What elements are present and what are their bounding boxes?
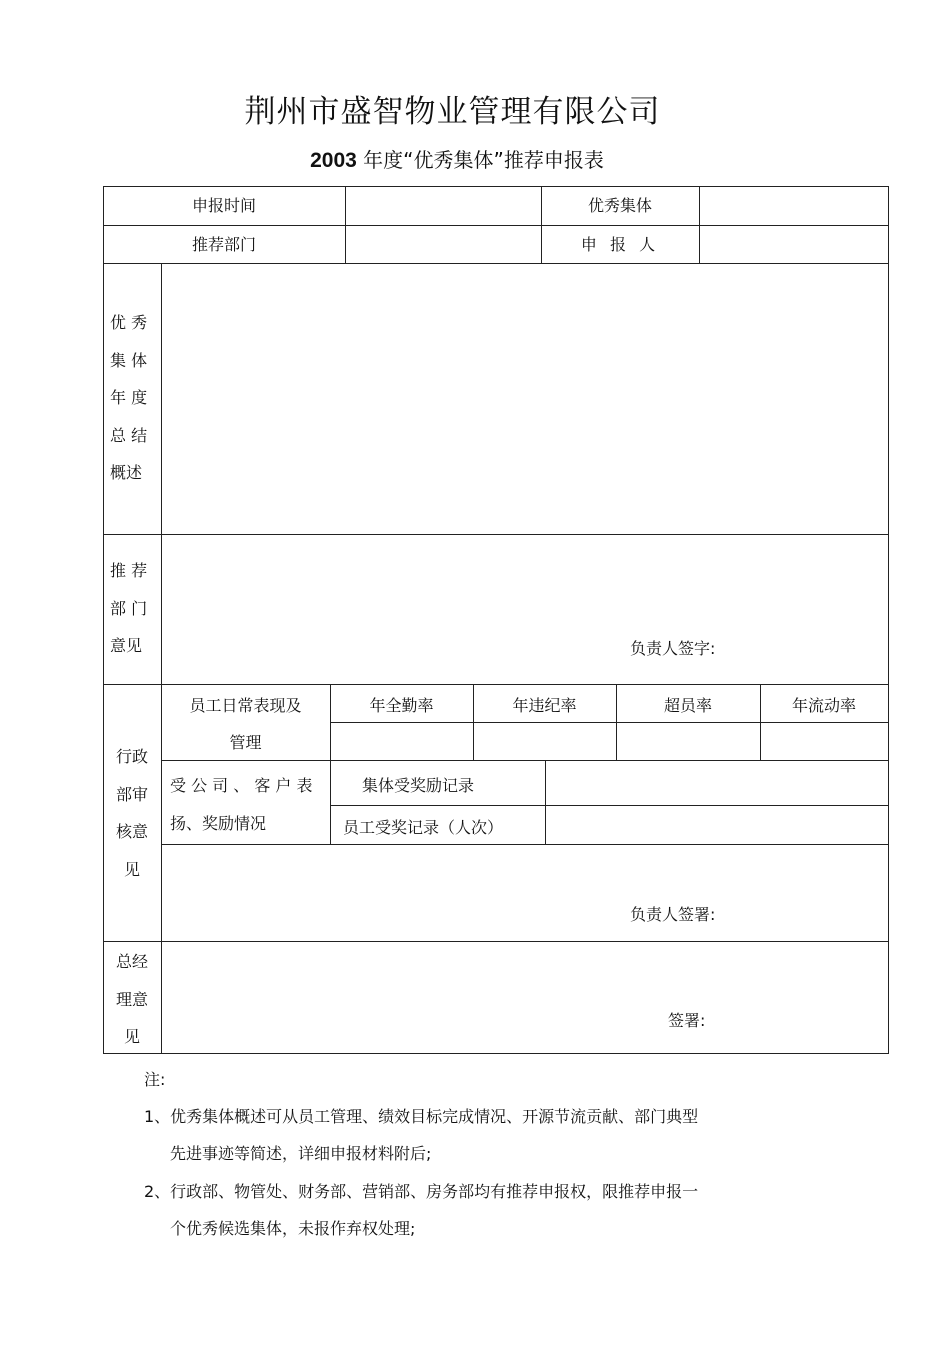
summary-label-line: 优 秀 xyxy=(110,313,148,332)
summary-label xyxy=(110,304,147,492)
dept-opinion-label-line: 推 荐 xyxy=(110,561,148,580)
gm-label-line: 见 xyxy=(123,1027,140,1046)
dept-opinion-label-line: 意见 xyxy=(110,636,143,655)
notes-heading: 注: xyxy=(144,1070,166,1089)
form-title xyxy=(0,144,914,173)
applicant-label: 申 报 人 xyxy=(580,235,660,254)
gm-label-line: 总经 xyxy=(115,952,148,971)
form-title-text: 年度“优秀集体”推荐申报表 xyxy=(363,148,604,172)
staff-award-record-label: 员工受奖记录（人次） xyxy=(343,818,504,837)
daily-performance-label: 员工日常表现及 xyxy=(189,696,302,715)
admin-label-line: 部审 xyxy=(115,784,148,804)
admin-review-label xyxy=(103,738,161,888)
table-line xyxy=(103,186,104,1054)
group-award-record-label: 集体受奖励记录 xyxy=(362,776,475,795)
summary-label-line: 年 度 xyxy=(110,388,148,407)
violation-rate-header: 年违纪率 xyxy=(512,696,577,715)
turnover-rate-header: 年流动率 xyxy=(791,696,856,715)
company-title: 荆州市盛智物业管理有限公司 xyxy=(244,94,661,130)
dept-opinion-field[interactable] xyxy=(162,535,888,684)
summary-label-line: 概述 xyxy=(110,463,143,482)
turnover-rate-field[interactable] xyxy=(761,723,888,760)
overstaff-rate-field[interactable] xyxy=(617,723,759,760)
praise-label: 受 公 司 、 客 户 表 xyxy=(170,776,313,795)
table-line xyxy=(888,186,889,1054)
admin-signature-label: 负责人签署: xyxy=(630,905,716,924)
staff-award-record-field[interactable] xyxy=(546,806,888,844)
admin-opinion-field[interactable] xyxy=(162,845,888,941)
gm-opinion-field[interactable] xyxy=(162,942,888,1053)
group-award-record-field[interactable] xyxy=(546,761,888,805)
dept-opinion-label xyxy=(110,552,147,665)
note-2-continued: 个优秀候选集体，未报作弃权处理; xyxy=(170,1219,416,1238)
table-line xyxy=(103,1053,889,1054)
note-1-continued: 先进事迹等简述，详细申报材料附后; xyxy=(170,1144,432,1163)
violation-rate-field[interactable] xyxy=(474,723,615,760)
recommend-dept-field[interactable] xyxy=(346,226,540,263)
dept-opinion-label-line: 部 门 xyxy=(110,598,148,618)
overstaff-rate-header: 超员率 xyxy=(663,696,712,715)
apply-time-label: 申报时间 xyxy=(191,196,256,215)
praise-label-line2: 扬、奖励情况 xyxy=(170,814,267,833)
excellent-group-label: 优秀集体 xyxy=(587,196,652,215)
dept-signature-label: 负责人签字: xyxy=(630,639,716,658)
admin-label-line: 行政 xyxy=(115,747,148,766)
excellent-group-field[interactable] xyxy=(700,187,888,225)
admin-label-line: 见 xyxy=(123,859,140,879)
note-2: 2、行政部、物管处、财务部、营销部、房务部均有推荐申报权，限推荐申报一 xyxy=(144,1182,699,1201)
attendance-rate-header: 年全勤率 xyxy=(369,696,434,715)
daily-performance-label-line2: 管理 xyxy=(229,733,262,752)
form-year: 2003 xyxy=(310,149,357,172)
summary-label-line: 总 结 xyxy=(110,425,148,445)
applicant-field[interactable] xyxy=(700,226,888,263)
gm-opinion-label xyxy=(103,943,161,1056)
gm-signature-label: 签署: xyxy=(668,1011,706,1030)
summary-label-line: 集 体 xyxy=(110,350,148,370)
apply-time-field[interactable] xyxy=(346,187,540,225)
table-line xyxy=(103,684,889,685)
summary-field[interactable] xyxy=(162,264,888,534)
recommend-dept-label: 推荐部门 xyxy=(191,235,256,254)
attendance-rate-field[interactable] xyxy=(331,723,472,760)
admin-label-line: 核意 xyxy=(115,822,148,841)
note-1: 1、优秀集体概述可从员工管理、绩效目标完成情况、开源节流贡献、部门典型 xyxy=(144,1107,699,1126)
gm-label-line: 理意 xyxy=(115,989,148,1009)
